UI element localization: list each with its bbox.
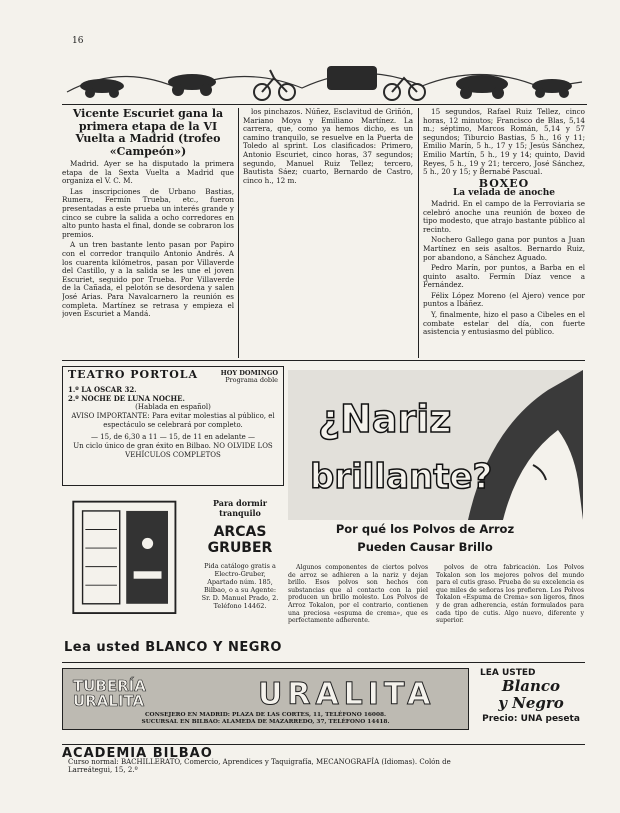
safe-icon (64, 497, 194, 627)
column-divider (418, 108, 419, 358)
article-results-boxeo (423, 108, 585, 356)
arcas-brand: ARCAS (213, 524, 267, 540)
arcas-gruber-ad (62, 492, 282, 632)
teatro-portola-ad (62, 366, 284, 486)
lea-usted-banner: Lea usted BLANCO Y NEGRO (64, 640, 282, 655)
article-paragraph: Nochero Gallego gana por puntos a Juan Martínez en seis asaltos. Bernardo Ruiz, por abandono, a Sánchez Aguado. (423, 235, 585, 262)
article-paragraph: A un tren bastante lento pasan por Papiro con el corredor tranquilo Antonio Andrés. A los cuarenta kilómetros, pasan por Villaverde del Castillo, y a la salida se les une el joven Escuriet, seguido por Trueba. Por Villaverde de la Cañada, el pelotón se desordena y salen José Arias. Para Navalcarnero la reunión es completa. Martínez se retrasa y empieza el joven Escuriet a Mandá. (62, 240, 234, 319)
nariz-brillante-ad (288, 370, 583, 520)
blanco-line: Blanco (501, 677, 561, 695)
teatro-programa: Programa doble (225, 376, 278, 384)
academia-text: Curso normal: BACHILLERATO, Comercio, Aprendices y Taquigrafía, MECANOGRAFÍA (Idiomas). Colón de Larreátegui, 15, 2.º (68, 758, 451, 774)
article-paragraph: 15 segundos, Rafael Ruiz Tellez, cinco horas, 12 minutos; Francisco de Blas, 5,14 m.; séptimo, Marcos Román, 5,14 y 57 segundos; Tiburcio Bastias, 5 h., 16 y 11; Emilio Marín, 5 h., 17 y 15; Jesús Sánchez, Emilio Martín, 5 h., 19 y 14; quinto, David Reyes, 5 h., 19 y 21; tercero, José Sánchez, 5 h., 20 y 15; y Bernabé Pascual. (423, 108, 585, 177)
article-headline: Vicente Escuriet gana la primera etapa de la VI Vuelta a Madrid (trofeo «Campeón») (72, 108, 224, 158)
polvos-paragraph: polvos de otra fabricación. Los Polvos Tokalon son los mejores polvos del mundo para el cutis graso. Prueba de su excelencia es que miles de señoras los prefieren. Los Polvos Tokalon «Espuma de Crema» son ligeros, finos y de gran adherencia, están formulados para cada tipo de cutis. Algo nuevo, diferente y superior. (436, 564, 584, 625)
section-divider (62, 662, 585, 663)
polvos-paragraph: Algunos componentes de ciertos polvos de arroz se adhieren a la nariz y dejan brillo. Esos polvos son hechos con substancias que al contacto con la piel producen un brillo molesto. Los Polvos de Arroz Tokalon, por el contrario, contienen una preciosa «espuma de crema», que es perfectamente adherente. (288, 564, 428, 625)
polvos-headline-line: Por qué los Polvos de Arroz (335, 522, 515, 536)
uralita-address: SUCURSAL EN BILBAO: ALAMEDA DE MAZARREDO, 37, TELÉFONO 14418. (141, 719, 390, 725)
blanco-line: y Negro (498, 694, 564, 712)
article-escuriet (62, 108, 234, 356)
article-paragraph: los pinchazos. Núñez, Esclavitud de Griñón, Mariano Moya y Emiliano Martínez. La carrera, que, como ya hemos dicho, es un camino tranquilo, se resuelve en la Puerta de Toledo al sprint. Los clasificados: Primero, Antonio Escuriet, cinco horas, 37 segundos; segundo, Manuel Ruiz Tellez; tercero, Bautista Sáez; cuarto, Bernardo de Castro, cinco h., 12 m. (243, 108, 413, 185)
uralita-brand: URALITA (258, 677, 436, 712)
teatro-title: TEATRO PORTOLA (68, 368, 199, 381)
woman-face-illustration-icon (288, 370, 583, 520)
teatro-footer: Un ciclo único de gran éxito en Bilbao. NO OLVIDE LOS VEHÍCULOS COMPLETOS (73, 442, 273, 459)
polvos-headline (300, 520, 550, 556)
column-divider (238, 108, 239, 358)
nariz-word: ¿Nariz (318, 397, 452, 441)
teatro-line: 1.º LA OSCAR 32. (68, 385, 137, 394)
article-paragraph: Madrid. Ayer se ha disputado la primera etapa de la Sexta Vuelta a Madrid que organiza el V. C. M. (62, 159, 234, 186)
brillante-word: brillante? (310, 457, 493, 497)
blanco-price: Precio: UNA peseta (482, 714, 580, 724)
racing-banner-icon (62, 52, 587, 104)
article-paragraph: Y, finalmente, hizo el paso a Cibeles en el combate estelar del día, con fuerte asistencia y entusiasmo del público. (423, 310, 585, 337)
uralita-ad (62, 668, 469, 730)
page-number: 16 (72, 36, 84, 46)
teatro-hours: — 15, de 6,30 a 11 — 15, de 11 en adelante — (90, 433, 256, 441)
arcas-tagline: Para dormir tranquilo (212, 498, 268, 518)
teatro-note: (Hablada en español) (135, 403, 211, 411)
teatro-line: 2.º NOCHE DE LUNA NOCHE. (68, 394, 185, 403)
academia-ad (62, 746, 582, 774)
article-subhead: La velada de anoche (452, 188, 556, 199)
academia-name: ACADEMIA BILBAO (62, 746, 213, 761)
arcas-info: Pida catálogo gratis a Electro-Gruber, Apartado núm. 185, Bilbao, o a su Agente: Sr. D. Manuel Prado, 2. Teléfono 14462. (201, 562, 279, 610)
arcas-brand: GRUBER (207, 540, 273, 556)
polvos-body-col1 (288, 564, 428, 642)
article-paragraph: Madrid. En el campo de la Ferroviaria se celebró anoche una reunión de boxeo de tipo modesto, que atrajo bastante público al recinto. (423, 198, 585, 234)
blanco-line: LEA USTED (480, 668, 536, 678)
article-paragraph: Félix López Moreno (el Ajero) vence por puntos a Ibáñez. (423, 290, 585, 309)
uralita-left-word: TUBERÍA (73, 677, 146, 695)
section-heading-boxeo: BOXEO (478, 176, 530, 190)
polvos-headline-line: Pueden Causar Brillo (357, 540, 493, 554)
section-divider (62, 744, 585, 745)
teatro-day: HOY DOMINGO (220, 369, 278, 377)
blanco-y-negro-ad (480, 668, 582, 738)
teatro-aviso: AVISO IMPORTANTE: Para evitar molestias al público, el espectáculo se celebrará por completo. (71, 412, 275, 429)
sports-banner (62, 52, 587, 105)
polvos-body-col2 (436, 564, 584, 642)
uralita-address: CONSEJERO EN MADRID: PLAZA DE LAS CORTES, 11, TELÉFONO 16008. (144, 712, 387, 718)
section-divider (62, 360, 585, 361)
article-continuation (243, 108, 413, 356)
article-paragraph: Pedro Marín, por puntos, a Barba en el quinto asalto. Fermín Díaz vence a Fernández. (423, 263, 585, 290)
uralita-left-word: URALITA (73, 692, 145, 710)
article-paragraph: Las inscripciones de Urbano Bastias, Rumera, Fermín Trueba, etc., fueron presentadas a este prueba un interés grande y cinco se cubre la salida a ocho corredores en alto punto hasta el final, donde se cobraron los premios. (62, 186, 234, 239)
